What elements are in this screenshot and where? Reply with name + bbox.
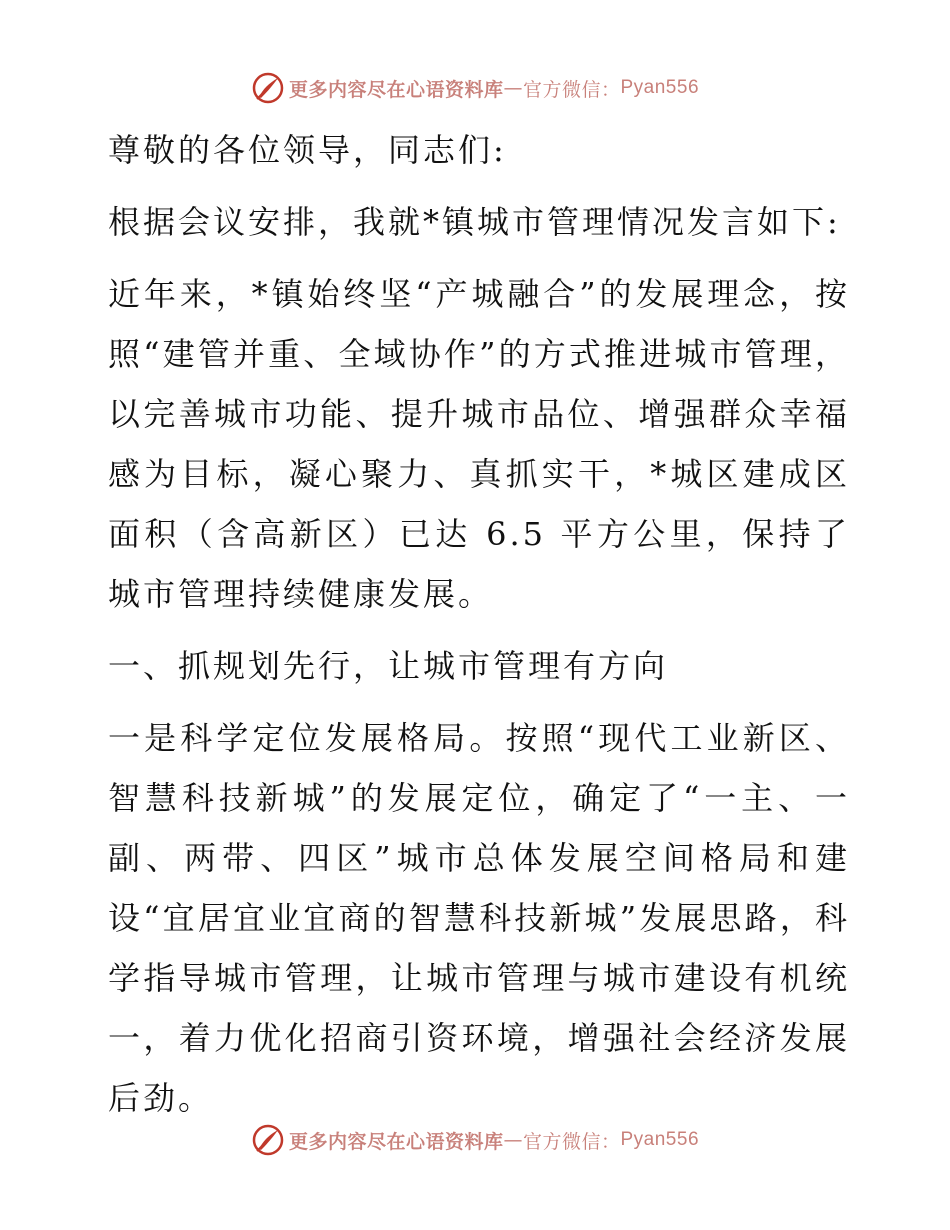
- quill-pen-icon: [251, 71, 285, 105]
- watermark-brand: 更多内容尽在心语资料库: [288, 78, 504, 101]
- greeting: 尊敬的各位领导，同志们:: [108, 131, 507, 169]
- watermark-brand: 更多内容尽在心语资料库: [288, 1130, 504, 1153]
- paragraph-overview: 近年来，*镇始终坚“产城融合”的发展理念，按照“建管并重、全域协作”的方式推进城市管理，以完善城市功能、提升城市品位、增强群众幸福感为目标，凝心聚力、真抓实干，*城区建成区面积（含高新区）已达 6.5 平方公里，保持了城市管理持续健康发展。: [108, 275, 850, 613]
- document-body: [98, 120, 850, 1140]
- watermark-label: 官方微信：: [522, 1130, 621, 1153]
- watermark-wechat-id: Pyan556: [620, 1129, 700, 1150]
- watermark-separator: —: [503, 1129, 523, 1151]
- watermark-label: 官方微信：: [522, 78, 621, 101]
- paragraph-planning: 一是科学定位发展格局。按照“现代工业新区、智慧科技新城”的发展定位，确定了“一主、一副、两带、四区”城市总体发展空间格局和建设“宜居宜业宜商的智慧科技新城”发展思路，科学指导城市管理，让城市管理与城市建设有机统一，着力优化招商引资环境，增强社会经济发展后劲。: [108, 719, 850, 1117]
- watermark-wechat-id: Pyan556: [620, 77, 700, 98]
- watermark-footer: [0, 1120, 950, 1160]
- quill-pen-icon: [251, 1123, 285, 1157]
- watermark-separator: —: [503, 77, 523, 99]
- intro-paragraph: 根据会议安排，我就*镇城市管理情况发言如下:: [108, 203, 841, 241]
- watermark-header: [0, 68, 950, 108]
- section-heading-1: 一、抓规划先行，让城市管理有方向: [108, 647, 669, 685]
